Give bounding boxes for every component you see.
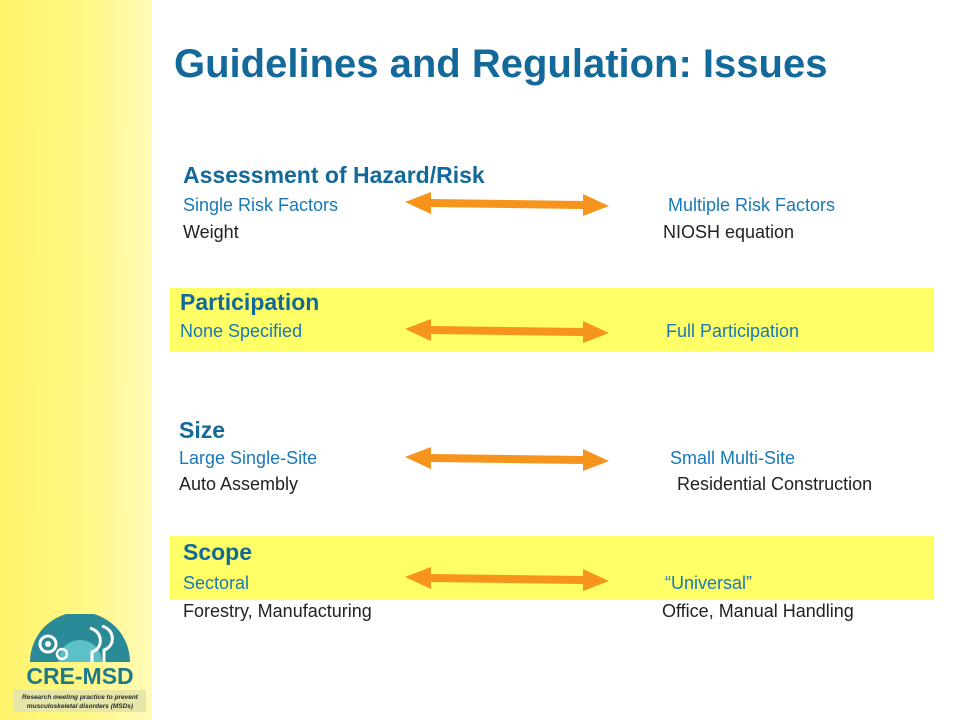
- right-label: Small Multi-Site: [670, 448, 796, 468]
- right-label: Multiple Risk Factors: [668, 195, 836, 215]
- double-arrow-icon: [403, 317, 611, 345]
- double-arrow-icon: [403, 565, 611, 593]
- double-arrow-icon: [403, 190, 611, 218]
- section-heading: Assessment of Hazard/Risk: [183, 162, 485, 188]
- left-example: Weight: [183, 222, 239, 242]
- section-heading: Participation: [180, 289, 320, 315]
- left-label: Single Risk Factors: [183, 195, 339, 215]
- side-color-band: [0, 0, 152, 720]
- left-example: Auto Assembly: [179, 474, 299, 494]
- section-heading: Scope: [183, 539, 253, 565]
- right-example: NIOSH equation: [663, 222, 795, 242]
- right-example: Residential Construction: [677, 474, 873, 494]
- section-heading: Size: [179, 417, 226, 443]
- left-example: Forestry, Manufacturing: [183, 601, 372, 621]
- right-label: “Universal”: [665, 573, 753, 593]
- left-label: None Specified: [180, 321, 303, 341]
- right-label: Full Participation: [666, 321, 800, 341]
- logo-name: CRE-MSD: [26, 663, 134, 689]
- gears-puzzle-faces-icon: [30, 614, 130, 662]
- slide-title: Guidelines and Regulation: Issues: [174, 42, 828, 86]
- left-label: Sectoral: [183, 573, 250, 593]
- left-label: Large Single-Site: [179, 448, 318, 468]
- logo-tagline-line2: musculoskeletal disorders (MSDs): [26, 703, 134, 710]
- right-example: Office, Manual Handling: [662, 601, 854, 621]
- double-arrow-icon: [403, 445, 611, 473]
- logo-tagline-line1: Research meeting practice to prevent: [22, 694, 138, 701]
- cre-msd-logo: [10, 614, 150, 716]
